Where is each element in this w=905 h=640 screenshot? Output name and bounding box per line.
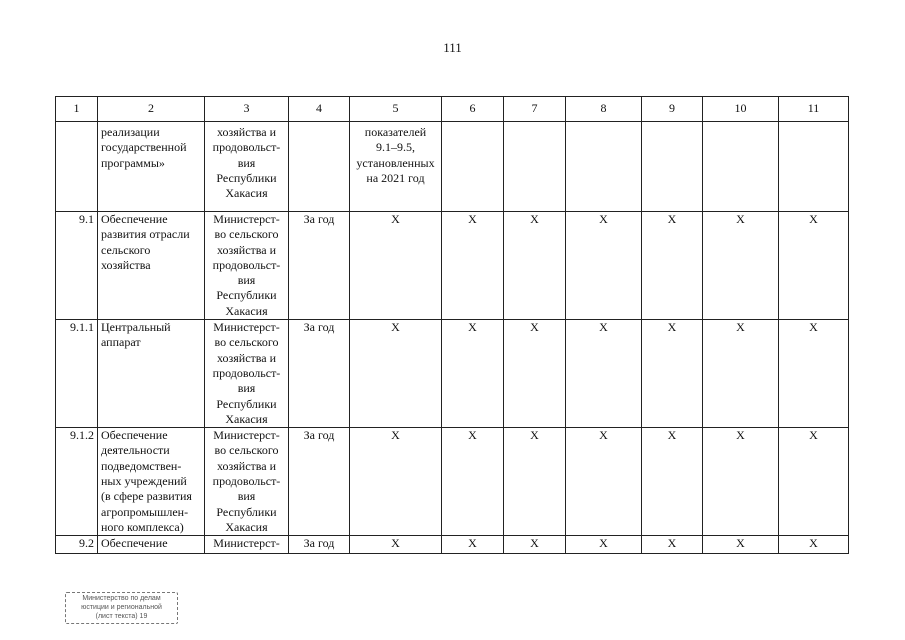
row-cell: X bbox=[566, 428, 642, 536]
row-cell: X bbox=[703, 536, 779, 554]
row-name: Центральный аппарат bbox=[98, 320, 205, 428]
row-cell: X bbox=[642, 536, 703, 554]
row-indicator: X bbox=[350, 536, 442, 554]
row-period: За год bbox=[289, 320, 350, 428]
row-cell: X bbox=[642, 212, 703, 320]
row-cell: X bbox=[442, 428, 504, 536]
column-header: 4 bbox=[289, 97, 350, 122]
row-cell: X bbox=[703, 320, 779, 428]
row-number: 9.2 bbox=[56, 536, 98, 554]
table-row bbox=[56, 428, 849, 536]
row-cell: X bbox=[779, 320, 849, 428]
row-number: 9.1.1 bbox=[56, 320, 98, 428]
program-table bbox=[55, 96, 849, 554]
stamp-line: Министерство по делам bbox=[82, 595, 161, 602]
row-indicator: X bbox=[350, 212, 442, 320]
row-cell bbox=[779, 122, 849, 212]
row-period: За год bbox=[289, 428, 350, 536]
row-name: Обеспечение деятельности подведомствен- ных учреждений (в сфере развития агропромышлен- ного комплекса) bbox=[98, 428, 205, 536]
row-cell: X bbox=[504, 320, 566, 428]
column-header: 2 bbox=[98, 97, 205, 122]
row-cell: X bbox=[504, 428, 566, 536]
row-cell: X bbox=[779, 536, 849, 554]
row-cell: X bbox=[779, 212, 849, 320]
row-indicator: показателей 9.1–9.5, установленных на 2021 год bbox=[350, 122, 442, 212]
row-name: реализации государственной программы» bbox=[98, 122, 205, 212]
row-responsible: хозяйства и продовольст- вия Республики Хакасия bbox=[205, 122, 289, 212]
row-cell: X bbox=[703, 212, 779, 320]
row-cell: X bbox=[504, 212, 566, 320]
row-number: 9.1.2 bbox=[56, 428, 98, 536]
row-cell bbox=[442, 122, 504, 212]
row-cell: X bbox=[442, 212, 504, 320]
column-header: 7 bbox=[504, 97, 566, 122]
row-cell: X bbox=[642, 428, 703, 536]
row-cell bbox=[566, 122, 642, 212]
page-number: 111 bbox=[443, 40, 462, 55]
row-number bbox=[56, 122, 98, 212]
stamp-line: юстиции и региональной bbox=[81, 604, 162, 611]
column-header: 5 bbox=[350, 97, 442, 122]
row-period bbox=[289, 122, 350, 212]
row-indicator: X bbox=[350, 320, 442, 428]
table-row bbox=[56, 122, 849, 212]
stamp-line: (лист текста) 19 bbox=[95, 613, 148, 620]
row-cell bbox=[504, 122, 566, 212]
row-responsible: Министерст- во сельского хозяйства и продовольст- вия Республики Хакасия bbox=[205, 428, 289, 536]
header-row bbox=[56, 97, 849, 122]
row-name: Обеспечение bbox=[98, 536, 205, 554]
row-responsible: Министерст- bbox=[205, 536, 289, 554]
table-row bbox=[56, 536, 849, 554]
column-header: 3 bbox=[205, 97, 289, 122]
row-number: 9.1 bbox=[56, 212, 98, 320]
column-header: 11 bbox=[779, 97, 849, 122]
registration-stamp bbox=[65, 592, 178, 624]
row-cell: X bbox=[566, 212, 642, 320]
row-cell: X bbox=[779, 428, 849, 536]
row-responsible: Министерст- во сельского хозяйства и продовольст- вия Республики Хакасия bbox=[205, 320, 289, 428]
row-cell: X bbox=[442, 536, 504, 554]
row-cell: X bbox=[566, 536, 642, 554]
row-cell: X bbox=[566, 320, 642, 428]
row-period: За год bbox=[289, 212, 350, 320]
row-responsible: Министерст- во сельского хозяйства и продовольст- вия Республики Хакасия bbox=[205, 212, 289, 320]
row-indicator: X bbox=[350, 428, 442, 536]
column-header: 8 bbox=[566, 97, 642, 122]
table-row bbox=[56, 212, 849, 320]
row-cell bbox=[703, 122, 779, 212]
row-cell: X bbox=[642, 320, 703, 428]
table-row bbox=[56, 320, 849, 428]
row-period: За год bbox=[289, 536, 350, 554]
row-name: Обеспечение развития отрасли сельского хозяйства bbox=[98, 212, 205, 320]
column-header: 9 bbox=[642, 97, 703, 122]
row-cell: X bbox=[504, 536, 566, 554]
row-cell: X bbox=[442, 320, 504, 428]
row-cell bbox=[642, 122, 703, 212]
column-header: 1 bbox=[56, 97, 98, 122]
column-header: 10 bbox=[703, 97, 779, 122]
row-cell: X bbox=[703, 428, 779, 536]
column-header: 6 bbox=[442, 97, 504, 122]
